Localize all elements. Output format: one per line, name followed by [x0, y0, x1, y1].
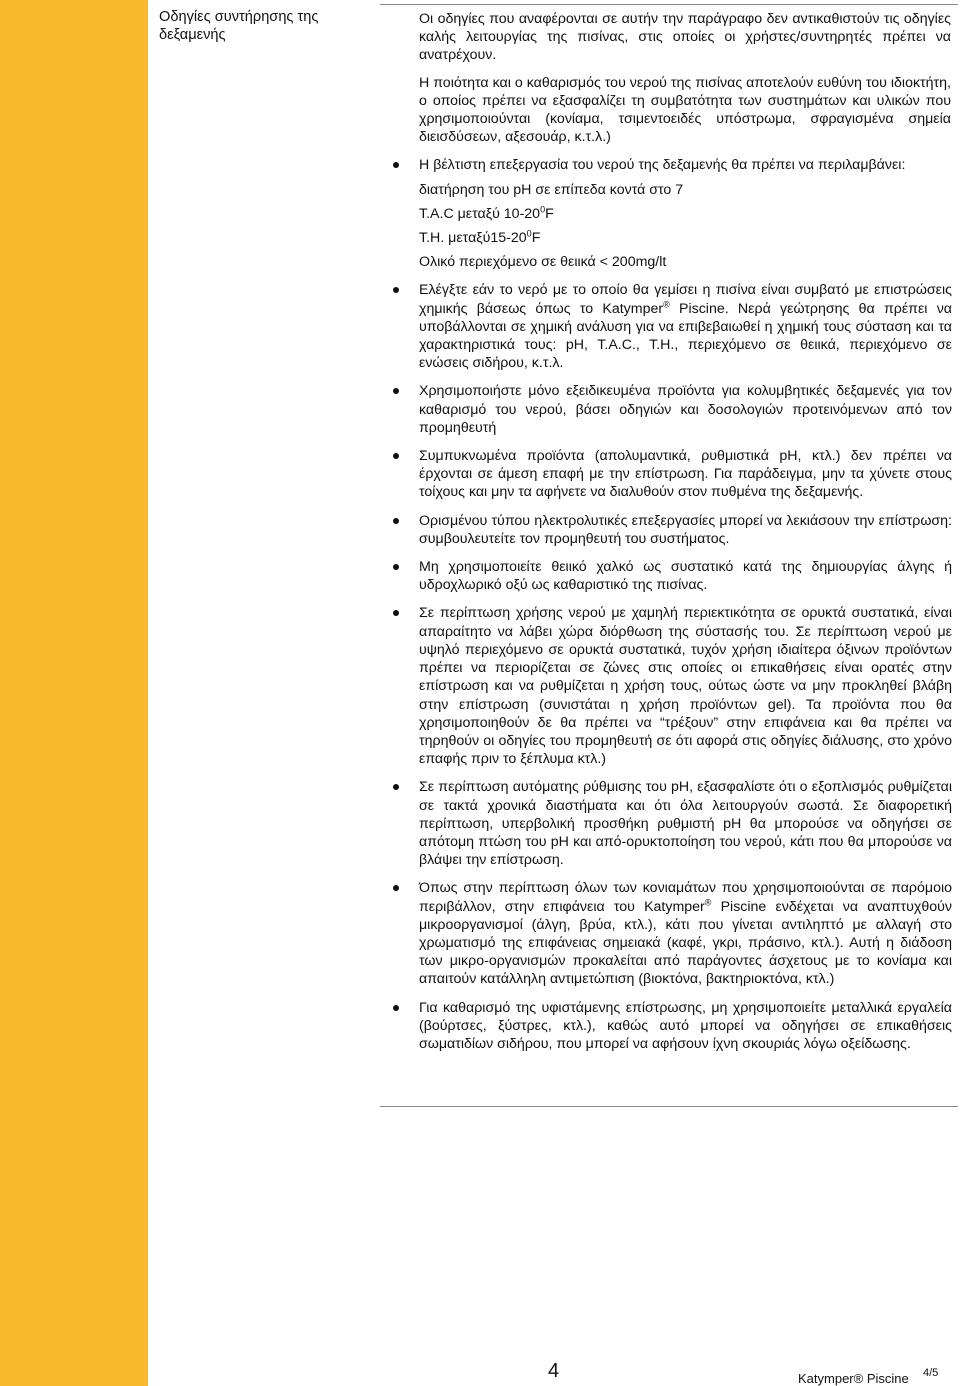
list-item-text: Συμπυκνωμένα προϊόντα (απολυμαντικά, ρυθμιστικά pH, κτλ.) δεν πρέπει να έρχονται σε άμεση επαφή με την επίστρωση. Για παράδειγμα, μην τα χύνετε στους τοίχους και μην τα αφήνετε να διαλυθούν στον πυθμένα της δεξαμενής. — [419, 448, 952, 501]
footer-brand: Katymper® Piscine — [798, 1371, 909, 1386]
tac-requirement — [419, 205, 952, 223]
tac-text: T.A.C μεταξύ 10-20 — [419, 205, 541, 222]
list-item — [392, 604, 952, 768]
sulfate-requirement: Ολικό περιεχόμενο σε θειικά < 200mg/lt — [419, 254, 667, 271]
ph-requirement: διατήρηση του pH σε επίπεδα κοντά στο 7 — [419, 181, 684, 198]
list-item-text: Ορισμένου τύπου ηλεκτρολυτικές επεξεργασίες μπορεί να λεκιάσουν την επίστρωση: συμβουλευτείτε τον προμηθευτή του συστήματος. — [419, 512, 952, 547]
bottom-divider — [380, 1106, 958, 1107]
section-title: Οδηγίες συντήρησης της δεξαμενής — [159, 9, 319, 43]
sidebar-color-band — [0, 0, 148, 1386]
list-item-text: Χρησιμοποιήστε μόνο εξειδικευμένα προϊόντα για κολυμβητικές δεξαμενές για τον καθαρισμό του νερού, βάσει οδηγιών και δοσολογιών προτεινόμενων από τον προμηθευτή — [419, 383, 952, 436]
footer-number: 4 — [548, 1360, 560, 1382]
list-item — [392, 778, 952, 869]
list-item — [392, 558, 952, 594]
list-item-text: Όπως στην περίπτωση όλων των κονιαμάτων που χρησιμοποιούνται σε παρόμοιο περιβάλλον, στην επιφάνεια του Katymper — [419, 880, 952, 915]
list-item — [392, 999, 952, 1054]
th-text: T.H. μεταξύ15-20 — [419, 230, 527, 247]
list-item — [392, 382, 952, 437]
list-item — [392, 281, 952, 372]
list-item-text: Μη χρησιμοποιείτε θειικό χαλκό ως συστατικό κατά της δημιουργίας άλγης ή υδροχλωρικό οξύ ως καθαριστικό της πισίνας. — [419, 559, 952, 594]
intro-paragraph-1: Οι οδηγίες που αναφέρονται σε αυτήν την παράγραφο δεν αντικαθιστούν τις οδηγίες καλής λειτουργίας της πισίνας, στις οποίες οι χρήστες/συντηρητές πρέπει να ανατρέχουν. — [419, 11, 951, 64]
bullet-icon — [393, 610, 399, 616]
list-item — [392, 447, 952, 502]
tac-unit: F — [545, 205, 554, 222]
registered-mark: ® — [663, 298, 670, 309]
intro-paragraph-2: Η ποιότητα και ο καθαρισμός του νερού της πισίνας αποτελούν ευθύνη του ιδιοκτήτη, ο οποίος πρέπει να εξασφαλίζει τη συμβατότητα των συστημάτων και υλικών που χρησιμοποιούνται (κονίαμα, τσιμεντοειδές υπόστρωμα, σφραγισμένα σημεία διεισδύσεων, αξεσουάρ, κ.τ.λ.) — [419, 74, 951, 146]
bullet-icon — [393, 885, 399, 891]
bullet-icon — [393, 287, 399, 293]
bullet-icon — [393, 1005, 399, 1011]
list-item — [392, 512, 952, 548]
list-item — [392, 879, 952, 988]
bullet-icon — [393, 162, 399, 168]
bullet-icon — [393, 784, 399, 790]
list-item-text-cont: Piscine. Νερά γεώτρησης θα πρέπει να υποβάλλονται σε χημική ανάλυση για να επιβεβαιωθεί η χημική τους σύσταση και τα χαρακτηριστικά τους: pH, T.A.C., T.H., περιεχόμενο σε θειικά, περιεχόμενο σε ενώσεις σιδήρου, κ.τ.λ. — [419, 300, 952, 372]
list-item-text: Ελέγξτε εάν το νερό με το οποίο θα γεμίσει η πισίνα είναι συμβατό με επιστρώσεις χημικής βάσεως όπως το Katymper — [419, 282, 952, 317]
bullet-icon — [393, 453, 399, 459]
tac-degree: 0 — [540, 204, 546, 215]
page-number: 4/5 — [923, 1367, 939, 1379]
section-body — [392, 10, 952, 1053]
bullet-icon — [393, 564, 399, 570]
th-degree: 0 — [526, 228, 532, 239]
th-unit: F — [531, 230, 541, 247]
list-item-text: Η βέλτιστη επεξεργασία του νερού της δεξαμενής θα πρέπει να περιλαμβάνει: — [419, 157, 906, 174]
list-item-text-cont: Piscine ενδέχεται να αναπτυχθούν μικροοργανισμοί (άλγη, βρύα, κτλ.), κάτι που γίνεται αντιληπτό με αλλαγή στο χρωματισμό της επιφάνειας σημειακά (καφέ, γκρι, πράσινο, κτλ.). Αυτή η διάδοση των μικρο-οργανισμών προκαλείται από παράγοντες άσχετους με το κονίαμα και απαιτούν κατάλληλη αντιμετώπιση (βιοκτόνα, βακτηριοκτόνα, κτλ.) — [419, 898, 952, 988]
registered-mark: ® — [704, 896, 712, 907]
list-item-text: Σε περίπτωση αυτόματης ρύθμισης του pH, εξασφαλίστε ότι ο εξοπλισμός ρυθμίζεται σε τακτά χρονικά διαστήματα και ότι όλα λειτουργούν σωστά. Σε διαφορετική περίπτωση, υπερβολική προσθήκη ρυθμιστή pH θα μπορούσε να οδηγήσει σε απότομη πτώση του pH και από-ορυκτοποίηση του νερού, κάτι που θα μπορούσε να βλάψει την επίστρωση. — [419, 779, 952, 869]
th-requirement — [419, 229, 952, 247]
bullet-icon — [393, 388, 399, 394]
bullet-icon — [393, 518, 399, 524]
list-item-text: Για καθαρισμό της υφιστάμενης επίστρωσης, μη χρησιμοποιείτε μεταλλικά εργαλεία (βούρτσες, ξύστρες, κτλ.), καθώς αυτό μπορεί να οδηγήσει σε επικαθήσεις σωματιδίων σιδήρου, που μπορεί να αφήσουν ίχνη σκουριάς λόγω οξείδωσης. — [419, 999, 952, 1052]
maintenance-list — [392, 156, 952, 1053]
top-divider — [380, 4, 958, 5]
list-item-text: Σε περίπτωση χρήσης νερού με χαμηλή περιεκτικότητα σε ορυκτά συστατικά, είναι απαραίτητο να λάβει χώρα διόρθωση της σύστασής του. Σε περίπτωση νερού με υψηλό περιεχόμενο σε ορυκτά συστατικά, τυχόν χρήση ιδιαίτερα όξινων προϊόντων πρέπει να περιορίζεται σε ζώνες στις οποίες οι επικαθήσεις είναι ορατές στην επίστρωση και να ρυθμίζεται η χρήση τους, ούτως ώστε να μην προκληθεί βλάβη στην επίστρωση (συνιστάται η χρήση προϊόντων gel). Τα προϊόντα που θα χρησιμοποιηθούν δε θα πρέπει να “τρέξουν” στην επιφάνεια και θα πρέπει να τηρηθούν οι οδηγίες του προμηθευτή σε ότι αφορά στις οδηγίες διάλυσης, στο χρόνο επαφής πριν το ξέπλυμα κτλ.) — [419, 605, 952, 768]
list-item — [392, 156, 952, 271]
